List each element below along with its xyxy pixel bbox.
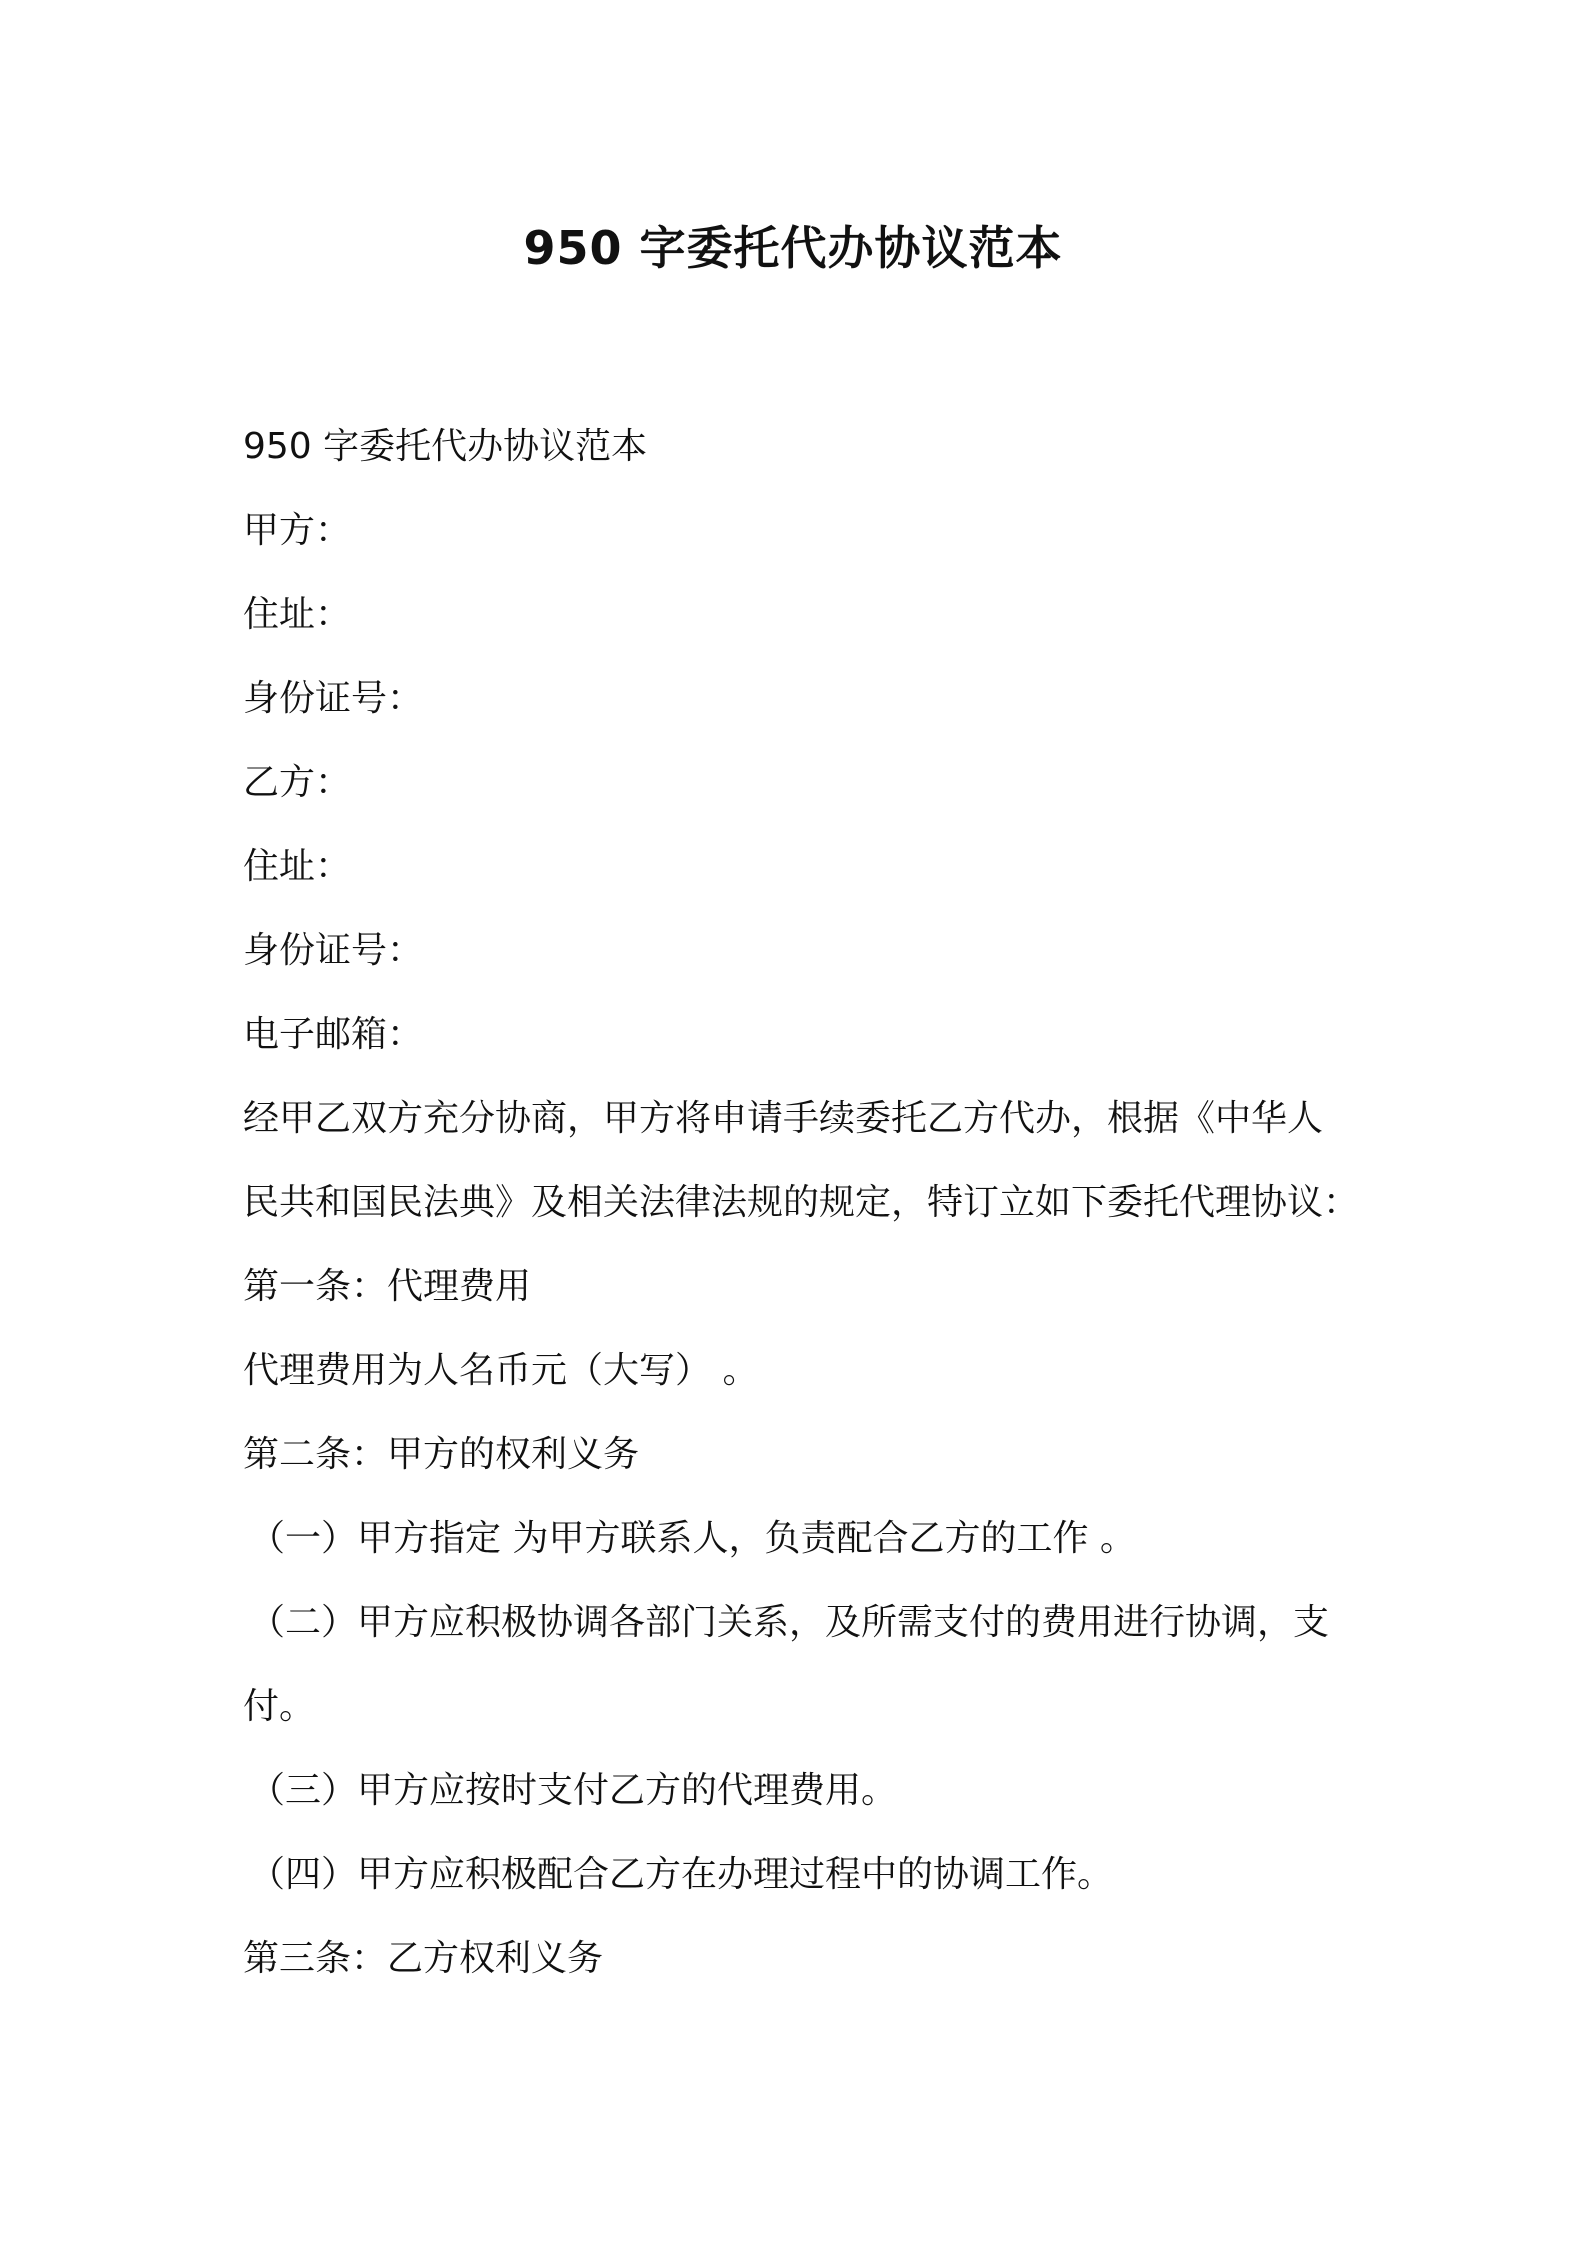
email-label: 电子邮箱： — [243, 1014, 424, 1055]
article-1-heading: 第一条：代理费用 — [243, 1266, 532, 1307]
article-2-item-2-cont: 付。 — [243, 1686, 316, 1727]
party-b-id-label: 身份证号： — [243, 930, 424, 971]
article-2-item-3: （三）甲方应按时支付乙方的代理费用。 — [249, 1770, 898, 1811]
party-b-label: 乙方： — [243, 762, 352, 803]
party-a-address-label: 住址： — [243, 594, 352, 635]
article-1-text: 代理费用为人名币元（大写） 。 — [243, 1350, 759, 1391]
article-2-heading: 第二条：甲方的权利义务 — [243, 1434, 640, 1475]
article-2-item-2: （二）甲方应积极协调各部门关系，及所需支付的费用进行协调，支 — [249, 1602, 1330, 1643]
document-title: 950 字委托代办协议范本 — [523, 221, 1063, 275]
article-2-item-4: （四）甲方应积极配合乙方在办理过程中的协调工作。 — [249, 1854, 1114, 1895]
document-body — [243, 405, 1363, 2001]
article-3-heading: 第三条：乙方权利义务 — [243, 1938, 604, 1979]
article-2-item-1: （一）甲方指定 为甲方联系人，负责配合乙方的工作 。 — [249, 1518, 1136, 1559]
preamble-line-1: 经甲乙双方充分协商，甲方将申请手续委托乙方代办，根据《中华人 — [243, 1098, 1324, 1139]
subtitle-line: 950 字委托代办协议范本 — [243, 426, 648, 467]
party-b-address-label: 住址： — [243, 846, 352, 887]
party-a-id-label: 身份证号： — [243, 678, 424, 719]
preamble-line-2: 民共和国民法典》及相关法律法规的规定，特订立如下委托代理协议： — [243, 1182, 1360, 1223]
party-a-label: 甲方： — [243, 510, 352, 551]
